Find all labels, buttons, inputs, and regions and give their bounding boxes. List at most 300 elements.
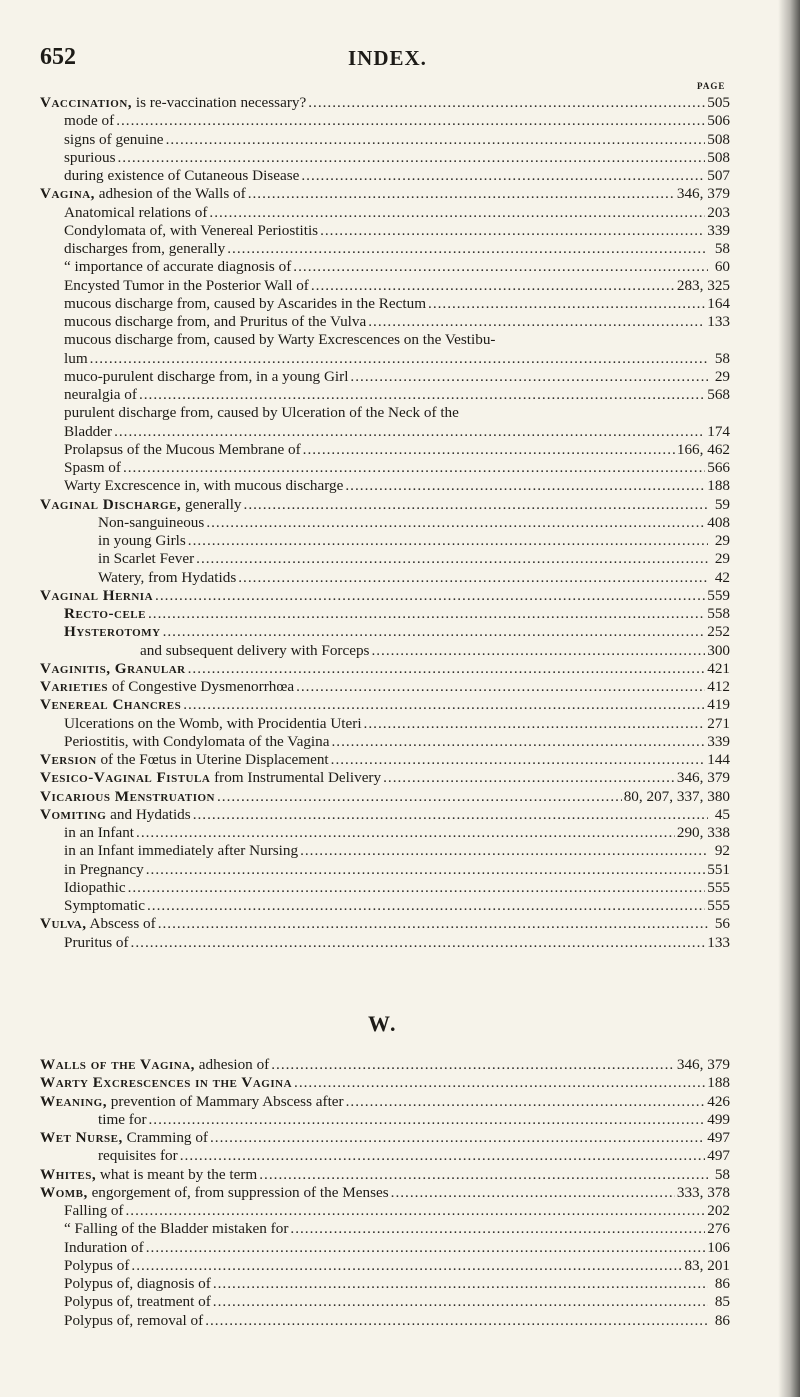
page-reference: 42 (714, 568, 730, 586)
page-reference: 408 (707, 513, 730, 531)
entry-subject: Anatomical relations of (64, 203, 208, 221)
entry-subject: mucous discharge from, caused by Warty Excrescences on the Vestibu- (64, 331, 496, 349)
entry-text (40, 1129, 208, 1147)
dot-leader (210, 1129, 705, 1147)
entry-text (64, 131, 164, 149)
page-reference: 80, 207, 337, 380 (623, 787, 730, 805)
entry-text (64, 258, 291, 276)
entry-text (64, 1202, 123, 1220)
index-entry (40, 204, 730, 222)
dot-leader (391, 1184, 675, 1202)
page-reference: 83, 201 (684, 1256, 730, 1274)
dot-leader (123, 459, 705, 477)
dot-leader (183, 696, 705, 714)
letter-heading: W. (368, 1011, 398, 1036)
index-entry (40, 386, 730, 404)
index-entry (40, 569, 730, 587)
page-reference: 566 (707, 459, 730, 476)
dot-leader (148, 605, 705, 623)
entry-heading: Vulva, (40, 915, 87, 933)
index-entry (40, 514, 730, 532)
entry-heading: Venereal Chancres (40, 696, 182, 714)
index-entry (40, 1093, 730, 1111)
dot-leader (346, 1093, 706, 1111)
entry-text (64, 441, 301, 459)
dot-leader (296, 678, 705, 696)
dot-leader (259, 1166, 708, 1184)
entry-text (40, 751, 329, 769)
dot-leader (193, 806, 708, 824)
entry-text (40, 660, 186, 678)
entry-text (40, 696, 181, 714)
dot-leader (364, 715, 706, 733)
page-reference: 419 (707, 696, 730, 714)
page-reference: 92 (714, 842, 730, 860)
entry-heading: Vaginal Hernia (40, 586, 154, 604)
entry-heading: Whites, (40, 1165, 97, 1183)
entry-subject: Encysted Tumor in the Posterior Wall of (64, 276, 309, 294)
index-entry (40, 1239, 730, 1257)
index-entry (40, 1312, 730, 1330)
dot-leader (117, 149, 705, 167)
index-entry (40, 477, 730, 495)
entry-subject: discharges from, generally (64, 240, 226, 257)
dot-leader (320, 222, 705, 240)
index-entry (40, 1166, 730, 1184)
dot-leader (371, 642, 705, 660)
page-reference: 276 (707, 1220, 730, 1238)
entry-subject: Bladder (64, 422, 113, 440)
page-reference: 58 (714, 240, 730, 257)
page-reference: 508 (707, 130, 730, 148)
entry-text (64, 879, 126, 897)
entry-text (64, 331, 496, 349)
entry-text (40, 915, 156, 933)
entry-subject: Condylomata of, with Venereal Periostitis (64, 221, 319, 239)
index-entry (40, 696, 730, 714)
entry-text (40, 806, 191, 824)
entry-subject: purulent discharge from, caused by Ulceration of the Neck of the (64, 404, 459, 422)
index-entry (40, 1220, 730, 1238)
index-entry (40, 678, 730, 696)
entry-text (40, 1184, 389, 1202)
entry-subject: Ulcerations on the Womb, with Procidentia Uteri (64, 714, 362, 732)
dot-leader (139, 386, 705, 404)
page-reference: 508 (707, 148, 730, 166)
entry-subject: what is meant by the term (96, 1165, 258, 1183)
entry-heading: Vomiting (40, 805, 107, 823)
page-reference: 188 (707, 1074, 730, 1092)
page-reference: 421 (707, 659, 730, 677)
index-entry (40, 258, 730, 276)
entry-heading: Vesico-Vaginal Fistula (40, 769, 211, 787)
page-reference: 133 (707, 933, 730, 951)
entry-text (64, 167, 299, 185)
page-reference: 346, 379 (676, 185, 730, 203)
entry-text (40, 678, 294, 696)
entry-subject: in Pregnancy (64, 860, 144, 878)
page-edge-shadow (778, 0, 800, 1397)
entry-subject: Pruritus of (64, 933, 129, 951)
page-reference: 499 (707, 1110, 730, 1128)
page-reference: 133 (707, 313, 730, 330)
entry-heading: Wet Nurse, (40, 1129, 123, 1146)
entry-text (64, 897, 145, 915)
entry-text (64, 313, 366, 331)
page-reference: 412 (707, 678, 730, 695)
dot-leader (136, 824, 675, 842)
entry-text (64, 824, 134, 842)
index-entry (40, 496, 730, 514)
index-entry (40, 1129, 730, 1147)
entry-heading: Vaccination, (40, 94, 133, 111)
dot-leader (166, 131, 706, 149)
index-entry (40, 1257, 730, 1275)
page-reference: 29 (714, 532, 730, 549)
entry-subject: time for (98, 1110, 147, 1128)
page-reference: 339 (707, 221, 730, 239)
entry-heading: Warty Excrescences in the Vagina (40, 1074, 293, 1092)
dot-leader (188, 660, 706, 678)
dot-leader (128, 879, 706, 897)
dot-leader (290, 1220, 705, 1238)
dot-leader (238, 569, 708, 587)
entry-text (64, 1293, 211, 1311)
entry-subject: neuralgia of (64, 386, 137, 403)
page-reference: 271 (707, 714, 730, 732)
index-entry (40, 1202, 730, 1220)
page-reference: 339 (707, 732, 730, 750)
page-reference: 555 (707, 878, 730, 896)
entry-text (64, 861, 144, 879)
entry-text (98, 1147, 178, 1165)
entry-text (64, 222, 318, 240)
entry-subject: lum (64, 349, 88, 367)
index-entry (40, 842, 730, 860)
index-entry (40, 897, 730, 915)
page-reference: 559 (707, 586, 730, 604)
page-reference: 59 (714, 495, 730, 513)
entry-text (40, 1056, 269, 1074)
page-reference: 164 (707, 294, 730, 312)
index-entry (40, 277, 730, 295)
index-entry (40, 879, 730, 897)
entry-subject: Watery, from Hydatids (98, 568, 237, 586)
entry-subject: Polypus of, removal of (64, 1311, 204, 1329)
entry-text (64, 459, 121, 477)
entry-text (64, 1220, 288, 1238)
page-reference: 188 (707, 477, 730, 495)
dot-leader (294, 1074, 705, 1092)
page-column-label: PAGE (697, 81, 726, 91)
entry-subject: prevention of Mammary Abscess after (107, 1092, 344, 1110)
entry-subject: spurious (64, 148, 116, 166)
page-reference: 85 (714, 1293, 730, 1311)
dot-leader (311, 277, 675, 295)
page-reference: 29 (714, 550, 730, 568)
entry-subject: Cramming of (122, 1129, 208, 1146)
index-section-w (40, 1056, 730, 1330)
dot-leader (131, 934, 706, 952)
entry-text (40, 587, 153, 605)
page-reference: 506 (707, 112, 730, 130)
page-reference: 58 (714, 349, 730, 367)
entry-subject: in an Infant immediately after Nursing (64, 842, 299, 860)
dot-leader (227, 240, 708, 258)
entry-text (64, 934, 129, 952)
entry-subject: mode of (64, 112, 115, 130)
page-reference: 144 (707, 751, 730, 768)
entry-heading: Vaginitis, Granular (40, 659, 186, 677)
dot-leader (383, 769, 675, 787)
page-reference: 283, 325 (676, 276, 730, 294)
entry-text (40, 1074, 292, 1092)
dot-leader (244, 496, 708, 514)
index-entry (40, 587, 730, 605)
dot-leader (217, 788, 622, 806)
entry-subject: from Instrumental Delivery (210, 769, 382, 787)
index-entry (40, 368, 730, 386)
index-entry (40, 94, 730, 112)
entry-subject: Periostitis, with Condylomata of the Vagina (64, 732, 330, 750)
entry-text (64, 295, 426, 313)
entry-text (140, 642, 369, 660)
entry-heading: Version (40, 751, 97, 768)
index-entry (40, 131, 730, 149)
dot-leader (331, 733, 705, 751)
page-reference: 346, 379 (676, 769, 730, 787)
page-reference: 346, 379 (676, 1056, 730, 1073)
page-reference: 166, 462 (676, 440, 730, 458)
entry-text (64, 386, 137, 404)
page-reference: 333, 378 (676, 1183, 730, 1201)
entry-text (98, 550, 194, 568)
page-reference: 86 (714, 1311, 730, 1329)
entry-heading: Vagina, (40, 185, 95, 203)
entry-subject: Induration of (64, 1238, 144, 1256)
index-entry (40, 623, 730, 641)
entry-subject: “ importance of accurate diagnosis of (64, 258, 292, 276)
page-reference: 202 (707, 1202, 730, 1219)
page-reference: 497 (707, 1129, 730, 1146)
index-entry (40, 1184, 730, 1202)
index-entry (40, 149, 730, 167)
index-entry (40, 331, 730, 349)
entry-text (40, 769, 381, 787)
page-reference: 290, 338 (676, 824, 730, 841)
dot-leader (300, 842, 708, 860)
page-reference: 300 (707, 641, 730, 659)
entry-text (64, 112, 114, 130)
entry-text (64, 350, 88, 368)
index-entry (40, 915, 730, 933)
entry-text (64, 1312, 203, 1330)
dot-leader (149, 1111, 706, 1129)
dot-leader (155, 587, 705, 605)
entry-subject: adhesion of (194, 1056, 270, 1073)
dot-leader (301, 167, 705, 185)
entry-text (64, 423, 112, 441)
entry-text (40, 496, 242, 514)
dot-leader (125, 1202, 705, 1220)
entry-subject: in Scarlet Fever (98, 550, 195, 568)
entry-text (64, 715, 362, 733)
index-entry (40, 751, 730, 769)
index-entry (40, 1275, 730, 1293)
index-entry (40, 295, 730, 313)
index-entry (40, 240, 730, 258)
dot-leader (146, 861, 706, 879)
dot-leader (90, 350, 708, 368)
dot-leader (131, 1257, 682, 1275)
entry-text (40, 1093, 344, 1111)
entry-subject: in young Girls (98, 532, 186, 549)
page-reference: 86 (714, 1275, 730, 1292)
entry-subject: of the Fœtus in Uterine Displacement (96, 751, 329, 768)
dot-leader (206, 514, 705, 532)
page-reference: 252 (707, 623, 730, 641)
index-entry (40, 185, 730, 203)
index-entry (40, 806, 730, 824)
entry-text (98, 1111, 147, 1129)
entry-heading: Vaginal Discharge, (40, 495, 182, 513)
page-reference: 58 (714, 1165, 730, 1183)
entry-subject: “ Falling of the Bladder mistaken for (64, 1220, 289, 1238)
page-reference: 60 (714, 258, 730, 276)
entry-text (40, 1166, 257, 1184)
dot-leader (158, 915, 708, 933)
page-reference: 45 (714, 805, 730, 823)
dot-leader (196, 550, 708, 568)
index-entry (40, 934, 730, 952)
entry-heading: Vicarious Menstruation (40, 787, 215, 805)
entry-subject: signs of genuine (64, 130, 164, 148)
entry-heading: Hysterotomy (64, 623, 161, 641)
entry-subject: of Congestive Dysmenorrhœa (108, 678, 295, 695)
entry-subject: Idiopathic (64, 878, 126, 896)
entry-subject: mucous discharge from, and Pruritus of the Vulva (64, 313, 367, 330)
entry-subject: and Hydatids (106, 805, 191, 823)
index-entry (40, 222, 730, 240)
dot-leader (345, 477, 705, 495)
dot-leader (368, 313, 705, 331)
entry-text (64, 842, 298, 860)
entry-text (64, 404, 459, 422)
entry-text (64, 1257, 129, 1275)
entry-text (64, 368, 348, 386)
index-entry (40, 861, 730, 879)
entry-subject: during existence of Cutaneous Disease (64, 167, 300, 184)
index-entry (40, 660, 730, 678)
entry-subject: Abscess of (86, 915, 156, 933)
entry-text (64, 149, 115, 167)
entry-subject: Polypus of (64, 1256, 130, 1274)
dot-leader (180, 1147, 706, 1165)
index-entry (40, 1147, 730, 1165)
entry-heading: Varieties (40, 678, 109, 695)
dot-leader (350, 368, 708, 386)
index-entry (40, 824, 730, 842)
index-entry (40, 459, 730, 477)
entry-text (40, 94, 306, 112)
entry-text (64, 477, 343, 495)
entry-subject: Warty Excrescence in, with mucous discharge (64, 477, 344, 495)
page-reference: 29 (714, 367, 730, 385)
entry-subject: adhesion of the Walls of (94, 185, 246, 203)
dot-leader (146, 1239, 706, 1257)
index-entry (40, 423, 730, 441)
index-entry (40, 769, 730, 787)
dot-leader (213, 1293, 708, 1311)
dot-leader (209, 204, 705, 222)
entry-text (40, 185, 246, 203)
page-reference: 507 (707, 167, 730, 184)
entry-subject: mucous discharge from, caused by Ascarides in the Rectum (64, 294, 427, 312)
dot-leader (303, 441, 675, 459)
page-number: 652 (40, 44, 76, 70)
index-entry (40, 404, 730, 422)
entry-text (64, 733, 329, 751)
page-reference: 558 (707, 605, 730, 622)
page-reference: 203 (707, 203, 730, 221)
entry-subject: Prolapsus of the Mucous Membrane of (64, 440, 301, 458)
index-entry (40, 441, 730, 459)
dot-leader (428, 295, 705, 313)
page-reference: 505 (707, 94, 730, 111)
entry-text (64, 1239, 144, 1257)
page-reference: 568 (707, 386, 730, 403)
index-entry (40, 1056, 730, 1074)
index-entry (40, 605, 730, 623)
entry-text (98, 569, 236, 587)
entry-subject: engorgement of, from suppression of the Menses (87, 1183, 389, 1201)
dot-leader (248, 185, 675, 203)
entry-subject: Spasm of (64, 459, 121, 476)
entry-text (98, 514, 204, 532)
page-reference: 497 (707, 1147, 730, 1165)
page-reference: 56 (714, 915, 730, 933)
index-entry (40, 1293, 730, 1311)
index-entry (40, 112, 730, 130)
dot-leader (205, 1312, 708, 1330)
dot-leader (293, 258, 708, 276)
index-entry (40, 350, 730, 368)
dot-leader (114, 423, 705, 441)
page-reference: 106 (707, 1238, 730, 1256)
entry-heading: Walls of the Vagina, (40, 1056, 195, 1073)
dot-leader (331, 751, 706, 769)
index-entry (40, 167, 730, 185)
entry-subject: is re-vaccination necessary? (132, 94, 307, 111)
index-entry (40, 1111, 730, 1129)
entry-text (64, 1275, 211, 1293)
entry-text (64, 204, 207, 222)
entry-heading: Recto-cele (64, 605, 146, 622)
page-reference: 551 (707, 860, 730, 878)
dot-leader (271, 1056, 675, 1074)
entry-subject: Non-sanguineous (98, 513, 205, 531)
index-entry (40, 715, 730, 733)
index-entry (40, 642, 730, 660)
entry-subject: generally (181, 495, 242, 513)
entry-subject: and subsequent delivery with Forceps (140, 641, 370, 659)
index-entry (40, 550, 730, 568)
entry-subject: requisites for (98, 1147, 178, 1165)
entry-subject: muco-purulent discharge from, in a young Girl (64, 367, 349, 385)
dot-leader (147, 897, 705, 915)
entry-heading: Womb, (40, 1183, 88, 1201)
entry-text (98, 532, 186, 550)
